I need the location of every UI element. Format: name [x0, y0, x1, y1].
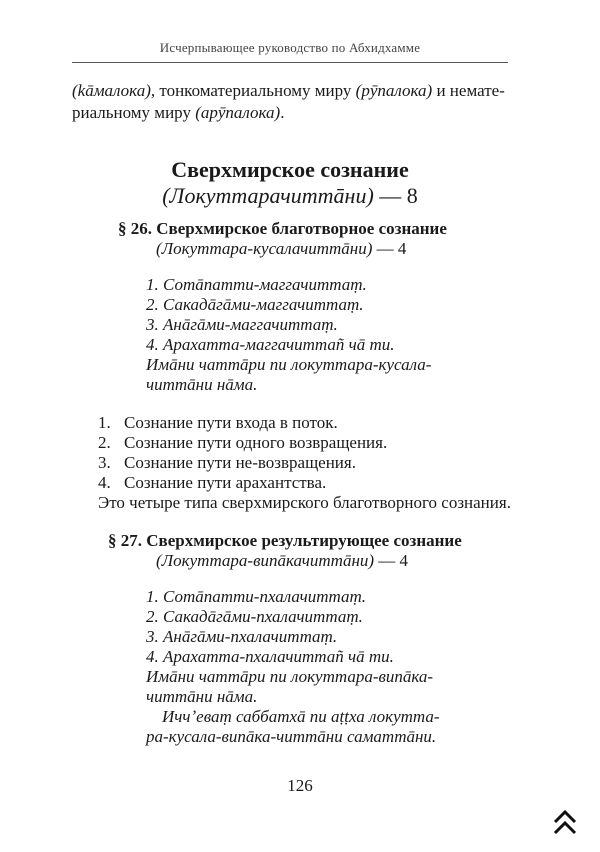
intro-line-1	[72, 80, 505, 102]
s26-heading: § 26. Сверхмирское благотворное сознание	[118, 219, 447, 238]
s26-pali-item-4: 4. Арахатта-маггачиттаñ чā ти.	[146, 335, 395, 354]
intro-text-2: и немате-	[432, 81, 505, 100]
s26-tr-item-4: 4. Сознание пути арахантства.	[98, 473, 327, 492]
list-number: 1.	[98, 413, 111, 432]
list-number: 2.	[98, 433, 111, 452]
s27-subheading	[156, 550, 408, 572]
double-chevron-up-icon[interactable]	[552, 808, 578, 836]
section-subtitle-pali: (Локуттарачиттāни)	[162, 183, 374, 208]
section-subtitle-count: — 8	[373, 183, 418, 208]
s26-pali-item-1: 1. Сотāпатти-маггачиттаṃ.	[146, 275, 367, 294]
s26-sub-pali: (Локуттара-кусалачиттāни)	[156, 239, 373, 258]
page-number: 126	[287, 776, 313, 795]
running-header: Исчерпывающее руководство по Абхидхамме	[159, 40, 421, 55]
s27-sub-count: — 4	[374, 551, 409, 570]
intro-text-3: риальному миру	[72, 103, 196, 122]
s27-pali-close-4: ра-кусала-випāка-читтāни саматтāни.	[146, 727, 437, 746]
s26-pali-item-2: 2. Сакадāгāми-маггачиттаṃ.	[146, 295, 364, 314]
s27-pali-close-1: Имāни чаттāри пи локуттара-випāка-	[146, 667, 434, 686]
double-chevron-up-icon-svg	[552, 808, 578, 836]
s27-pali-close-3: Иччʼеваṃ саббатхā пи аṭṭха локутта-	[162, 707, 440, 726]
term-kamaloka: (kāмалока)	[72, 81, 151, 100]
s26-pali-close-2: читтāни нāма.	[146, 375, 258, 394]
intro-line-2	[72, 102, 284, 124]
s26-tr-item-1: 1. Сознание пути входа в поток.	[98, 413, 338, 432]
intro-text-4: .	[280, 103, 285, 122]
term-arupaloka: (арӯпалока)	[195, 103, 281, 122]
s26-subheading	[156, 238, 406, 260]
s27-heading: § 27. Сверхмирское результирующее сознание	[108, 531, 462, 550]
list-number: 3.	[98, 453, 111, 472]
section-title: Сверхмирское сознание	[171, 157, 409, 182]
s27-pali-item-4: 4. Арахатта-пхалачиттаñ чā ти.	[146, 647, 394, 666]
list-number: 4.	[98, 473, 111, 492]
s27-pali-item-2: 2. Сакадāгāми-пхалачиттаṃ.	[146, 607, 363, 626]
header-rule	[72, 62, 508, 63]
s26-tr-item-3: 3. Сознание пути не-возвращения.	[98, 453, 356, 472]
s26-tr-item-2: 2. Сознание пути одного возвращения.	[98, 433, 388, 452]
s27-pali-item-3: 3. Анāгāми-пхалачиттаṃ.	[146, 627, 338, 646]
s27-pali-close-2: читтāни нāма.	[146, 687, 258, 706]
s27-pali-item-1: 1. Сотāпатти-пхалачиттаṃ.	[146, 587, 367, 606]
s26-pali-close-1: Имāни чаттāри пи локуттара-кусала-	[146, 355, 432, 374]
term-rupaloka: (рӯпалока)	[355, 81, 433, 100]
s26-sub-count: — 4	[372, 239, 407, 258]
s26-tr-close: Это четыре типа сверхмирского благотворного сознания.	[98, 493, 511, 512]
s27-sub-pali: (Локуттара-випāкачиттāни)	[156, 551, 375, 570]
section-subtitle	[72, 182, 508, 210]
intro-text-1: , тонкоматериальному миру	[150, 81, 356, 100]
s26-pali-item-3: 3. Анāгāми-маггачиттаṃ.	[146, 315, 338, 334]
